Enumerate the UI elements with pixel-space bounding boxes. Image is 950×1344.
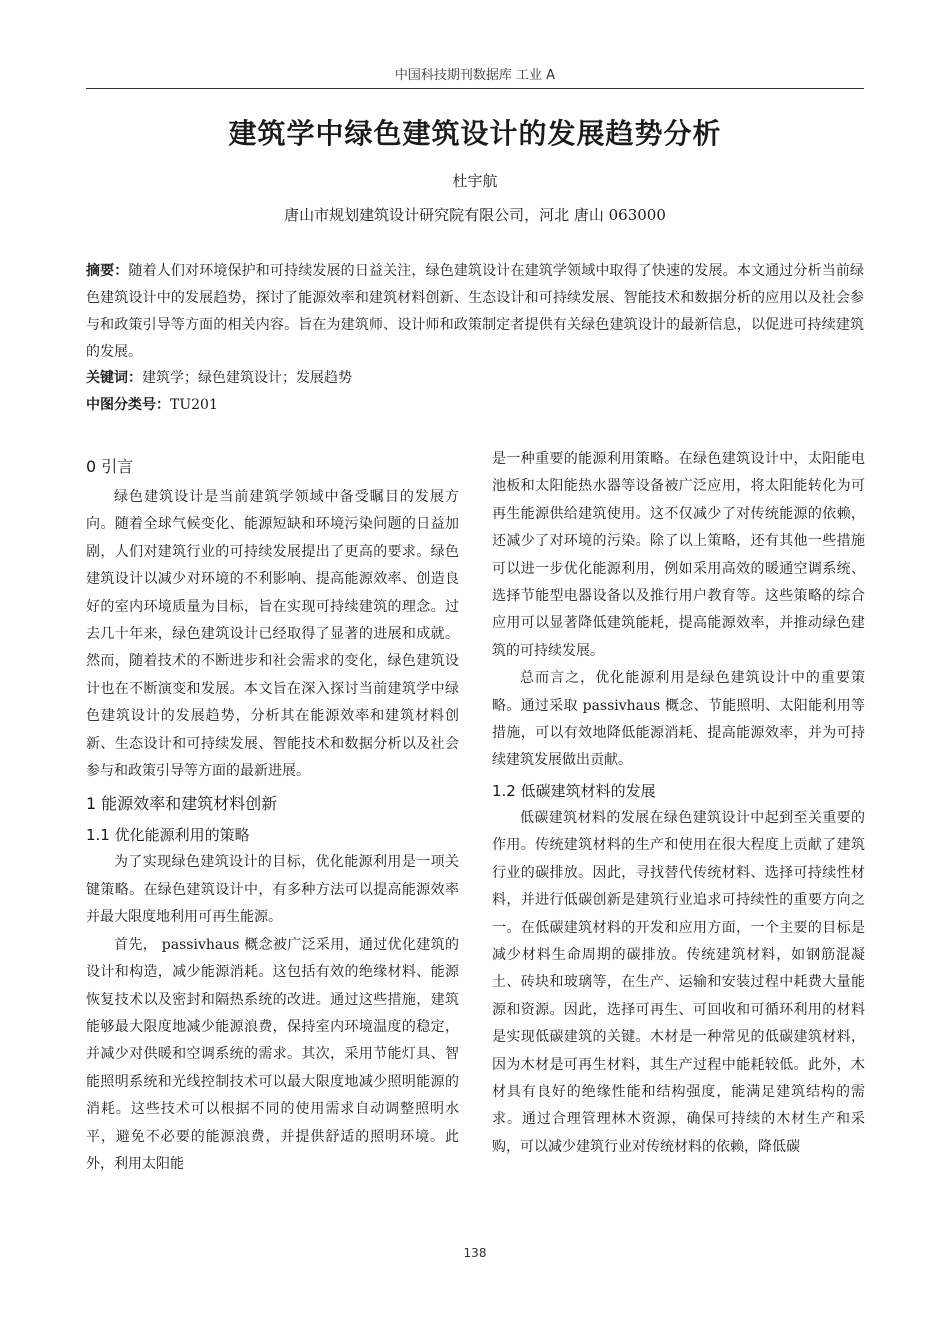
section-0-heading: 0 引言 bbox=[86, 457, 134, 476]
paper-title: 建筑学中绿色建筑设计的发展趋势分析 bbox=[228, 117, 722, 150]
section-1-1-paragraph-2: 首先， passivhaus 概念被广泛采用，通过优化建筑的设计和构造，减少能源消耗。这包括有效的绝缘材料、能源恢复技术以及密封和隔热系统的改进。通过这些措施，建筑能够最大限度地减少能源浪费，保持室内环境温度的稳定，并减少对供暖和空调系统的需求。其次，采用节能灯具、智能照明系统和光线控制技术可以最大限度地减少照明能源的消耗。这些技术可以根据不同的使用需求自动调整照明水平，避免不必要的能源浪费，并提供舒适的照明环境。此外，利用太阳能 bbox=[86, 936, 459, 1172]
header-rule bbox=[86, 88, 864, 89]
section-1-heading: 1 能源效率和建筑材料创新 bbox=[86, 794, 278, 814]
page-number: 138 bbox=[463, 1246, 487, 1260]
affiliation: 唐山市规划建筑设计研究院有限公司，河北 唐山 063000 bbox=[284, 206, 666, 224]
section-1-1-heading: 1.1 优化能源利用的策略 bbox=[86, 826, 250, 845]
classification-text: TU201 bbox=[170, 397, 218, 413]
journal-header: 中国科技期刊数据库 工业 A bbox=[394, 68, 556, 83]
classification bbox=[86, 394, 864, 416]
author: 杜宇航 bbox=[452, 172, 498, 190]
section-1-2-paragraph-1: 低碳建筑材料的发展在绿色建筑设计中起到至关重要的作用。传统建筑材料的生产和使用在很大程度上贡献了建筑行业的碳排放。因此，寻找替代传统材料、选择可持续性材料，并进行低碳创新是建筑行业追求可持续性的重要方向之一。在低碳建筑材料的开发和应用方面，一个主要的目标是减少材料生命周期的碳排放。传统建筑材料，如钢筋混凝土、砖块和玻璃等，在生产、运输和安装过程中耗费大量能源和资源。因此，选择可再生、可回收和可循环利用的材料是实现低碳建筑的关键。木材是一种常见的低碳建筑材料，因为木材是可再生材料，其生产过程中能耗较低。此外，木材具有良好的绝缘性能和结构强度，能满足建筑结构的需求。通过合理管理林木资源，确保可持续的木材生产和采购，可以减少建筑行业对传统材料的依赖，降低碳 bbox=[492, 809, 865, 1155]
left-column bbox=[86, 448, 459, 1178]
intro-paragraph: 绿色建筑设计是当前建筑学领域中备受瞩目的发展方向。随着全球气候变化、能源短缺和环境污染问题的日益加剧，人们对建筑行业的可持续发展提出了更高的要求。绿色建筑设计以减少对环境的不利影响、提高能源效率、创造良好的室内环境质量为目标，旨在实现可持续建筑的理念。过去几十年来，绿色建筑设计已经取得了显著的进展和成就。然而，随着技术的不断进步和社会需求的变化，绿色建筑设计也在不断演变和发展。本文旨在深入探讨当前建筑学中绿色建筑设计的发展趋势，分析其在能源效率和建筑材料创新、生态设计和可持续发展、智能技术和数据分析以及社会参与和政策引导等方面的最新进展。 bbox=[86, 489, 459, 780]
keywords-label: 关键词： bbox=[86, 370, 142, 386]
section-1-1-continuation: 是一种重要的能源利用策略。在绿色建筑设计中，太阳能电池板和太阳能热水器等设备被广泛应用，将太阳能转化为可再生能源供给建筑使用。这不仅减少了对传统能源的依赖，还减少了对环境的污染。除了以上策略，还有其他一些措施可以进一步优化能源利用，例如采用高效的暖通空调系统、选择节能型电器设备以及推行用户教育等。这些策略的综合应用可以显著降低建筑能耗，提高能源效率，并推动绿色建筑的可持续发展。 bbox=[492, 451, 865, 659]
section-1-1-summary: 总而言之，优化能源利用是绿色建筑设计中的重要策略。通过采取 passivhaus 概念、节能照明、太阳能利用等措施，可以有效地降低能源消耗、提高能源效率，并为可持续建筑发展做出贡献。 bbox=[492, 670, 865, 769]
abstract-text: 随着人们对环境保护和可持续发展的日益关注，绿色建筑设计在建筑学领域中取得了快速的发展。本文通过分析当前绿色建筑设计中的发展趋势，探讨了能源效率和建筑材料创新、生态设计和可持续发展、智能技术和数据分析的应用以及社会参与和政策引导等方面的相关内容。旨在为建筑师、设计师和政策制定者提供有关绿色建筑设计的最新信息，以促进可持续建筑的发展。 bbox=[86, 263, 865, 360]
section-1-1-paragraph-1: 为了实现绿色建筑设计的目标，优化能源利用是一项关键策略。在绿色建筑设计中，有多种方法可以提高能源效率并最大限度地利用可再生能源。 bbox=[86, 854, 459, 926]
keywords bbox=[86, 367, 864, 389]
abstract-label: 摘要： bbox=[86, 263, 129, 279]
keywords-text: 建筑学；绿色建筑设计；发展趋势 bbox=[142, 370, 352, 386]
section-1-2-heading: 1.2 低碳建筑材料的发展 bbox=[492, 781, 656, 800]
right-column bbox=[492, 446, 865, 1161]
classification-label: 中图分类号： bbox=[86, 397, 170, 413]
abstract bbox=[86, 258, 864, 366]
